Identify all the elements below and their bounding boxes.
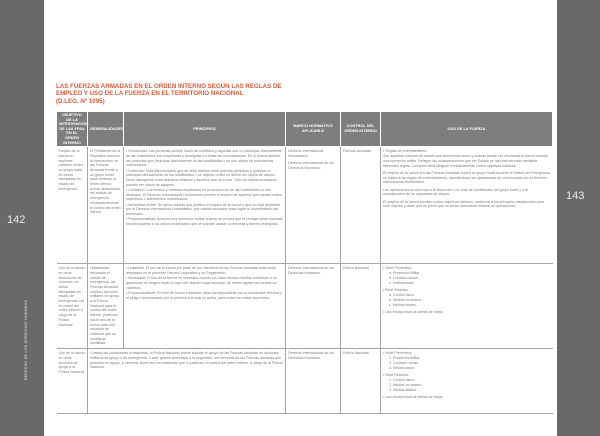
document-sheet (44, 0, 557, 436)
cell-objective: Uso de la fuerza en otras acciones de apoyo a la Policía Nacional (57, 349, 88, 414)
header-objective: OBJETIVO DE LA INTERVENCIÓN DE LAS FFAA EN EL ORDEN INTERNO (57, 112, 88, 147)
cell-control: Fuerzas Armadas (341, 147, 381, 264)
cell-control: Policía Nacional (341, 264, 381, 349)
cell-force (381, 147, 553, 264)
principle-item: • Humanidad: Las personas pueden hacer de conflictos y aquellas que no participan directamente de las hostilidades son respetadas y protegidas en todas las circunstancias. En el mismo sentido, las personas que participan directamente de las hostilidades o no son objeto de sufrimientos innecesarios. (126, 149, 283, 168)
cell-principles (124, 147, 286, 264)
principle-item: • Proporcionalidad: El nivel de fuerza empleado debe corresponderse con la resistencia ofrecida y el peligro representado por la persona a la cual se aplica, para evitar los males superiores. (126, 291, 283, 300)
force-subitem: 3. Verbalización. (389, 365, 416, 370)
framework-item: Derecho Internacional de los Derechos Humanos. (288, 351, 334, 360)
principle-item: • Limitación: Los medios y métodos empleados en la conducción de las hostilidades no son ilimitados. El Derecho Internacional Humanitario prohíbe el empleo de aquellos que causan males superfluos o sufrimientos innecesarios. (126, 188, 283, 202)
title-line: (D.LEG. Nº 1095) (56, 97, 105, 105)
framework-item: Derecho Internacional de los Derechos Humanos. (288, 266, 334, 275)
force-item: • Nivel Reactivo: (383, 373, 551, 378)
cell-general: Habiéndose declarado el estado de emergencia, las Fuerzas Armadas realizan acciones militares en apoyo a la Policía Nacional para el control del orden interno, pudiendo hacer uso de la fuerza ante una situación de violencia que no constituye hostilidad. (88, 264, 124, 349)
table-row (57, 147, 553, 264)
header-principles: PRINCIPIOS (124, 112, 286, 147)
force-item: • Nivel Reactivo: (383, 288, 551, 293)
force-item: • Nivel Preventivo: (383, 351, 551, 356)
force-subitem: a. Presencia Militar. (389, 271, 421, 276)
cell-objective: Empleo de la fuerza en acciones militares contra un grupo hostil en zonas declaradas en estado de emergencia. (57, 147, 88, 264)
force-paragraph: El empleo de la fuerza por las Fuerzas Armadas contra un grupo hostil durante el Estado de Emergencia se sujeta a las reglas de enfrentamiento, ejecutándose las operaciones de conformidad con el Derecho Internacional Humanitario. (383, 171, 550, 185)
force-subitem: b. Contacto visual. (389, 276, 419, 281)
force-subitem: c. Verbalización. (389, 280, 416, 285)
rules-table (56, 111, 553, 414)
force-item: • Uso excepcional de armas de fuego. (383, 395, 551, 400)
force-paragraph: Son aquellas órdenes de mando que determinan cómo y cuándo puede ser empleada la fuerza durante una operación militar. Reflejan las consideraciones que del Estado se han estructurado mediante diferentes reglas. La fuerza debe dirigirse exclusivamente contra objetivos militares. (383, 154, 548, 168)
force-subitem: b. Medios no letales. (389, 298, 422, 303)
cell-objective: Uso de la fuerza en otras situaciones de violencia, en zonas declaradas en estado de emergencia con el control del orden interno a cargo de la Policía Nacional. (57, 264, 88, 349)
table-row (57, 349, 553, 414)
cell-framework (286, 349, 341, 414)
header-force: USO DE LA FUERZA (381, 112, 553, 147)
page-number-left: 142 (7, 214, 26, 226)
principle-item: • Necesidad: El uso de la fuerza es necesario cuando los otros medios resultan ineficaces o no garantizan de ningún modo el logro del objetivo legal buscado. Se deben agotar los medios no violentos. (126, 276, 283, 290)
cell-force (381, 264, 553, 349)
force-item: • Uso excepcional de armas de fuego. (383, 310, 551, 315)
force-subitem: 2. Medios no letales. (389, 383, 422, 388)
framework-item: Derecho Internacional de los Derechos Humanos. (288, 161, 334, 170)
force-subitem: c. Medios letales. (389, 302, 417, 307)
header-control: CONTROL DEL ORDEN INTERNO (341, 112, 381, 147)
cell-force (381, 349, 553, 414)
force-subitem: a. Control físico. (389, 293, 415, 298)
cell-principles (124, 264, 286, 349)
cell-framework (286, 147, 341, 264)
framework-item: Derecho Internacional Humanitario. (288, 149, 324, 158)
force-paragraph: El empleo de la fuerza previsto contra objetivos militares, conforme a los principios establecidos para este objetivo y dado que se prevé que no serán necesarios medios de operaciones. (383, 199, 544, 209)
cell-general: El Presidente de la República autoriza la intervención de las Fuerzas Armadas frente a un grupo hostil para controlar el orden interno, previa declaratoria del estado de emergencia, excepcionalmente el control del orden interno. (88, 147, 124, 264)
header-framework: MARCO NORMATIVO APLICABLE (286, 112, 341, 147)
table-row (57, 264, 553, 349)
cell-general: Cuando las condiciones lo requieran, la Policía Nacional puede solicitar el apoyo de las Fuerzas Armadas en acciones militares de apoyo o de emergencia, o ante graves amenazas a la seguridad, con personal de las Fuerzas Armadas que actuarán en apoyo, y mientras duren las circunstancias que lo justifican, el control del orden interno, a cargo de la Policía Nacional. (88, 349, 286, 414)
side-running-text: DERECHO DE LOS DERECHOS HUMANOS (24, 299, 28, 381)
table-header-row (57, 112, 553, 147)
title-line: LAS FUERZAS ARMADAS EN EL ORDEN INTERNO SEGÚN LAS REGLAS DE (56, 83, 282, 90)
force-subitem: 3. Medios letales. (389, 387, 417, 392)
cell-framework (286, 264, 341, 349)
principle-item: • Proporcionalidad: Autoriza una operación militar cuando se prevea que la ventaja militar buscada resulta superior a los daños incidentales que se puedan causar a personas y bienes protegidos. (126, 217, 283, 226)
force-paragraph: Las operaciones se ejecutan a la disolución o el cese de hostilidades del grupo hostil y a la neutralización de su capacidad de ataque. (383, 187, 528, 197)
force-subitem: 2. Contacto visual. (389, 361, 419, 366)
force-item: • Reglas de enfrentamiento. (383, 149, 551, 154)
principle-item: • Necesidad militar: Se aplica aquello que justifica el empleo de la fuerza y que no está prohibido por el Derecho Internacional Humanitario, que resulta necesario para lograr el sometimiento del adversario. (126, 203, 283, 217)
title-line: EMPLEO Y USO DE LA FUERZA EN EL TERRITORIO NACIONAL (56, 90, 244, 98)
force-subitem: 1. Presencia Militar. (389, 356, 421, 361)
page-title (56, 83, 356, 105)
principle-item: • Legalidad: El uso de la fuerza por parte de los miembros de las Fuerzas Armadas debe estar amparado en el presente Decreto Legislativo y su Reglamento. (126, 266, 283, 275)
cell-control: Policía Nacional (341, 349, 381, 414)
principle-item: • Distinción: Está diferenciación que se debe realizar entre quienes participan y quienes no participan directamente de las hostilidades. Los objetos civiles no deben ser objeto de ataque. Debe distinguirse entre objetivos militares y aquellos que no lo son. Solo los objetivos militares, pueden ser objeto de ataques. (126, 169, 283, 188)
force-item: • Nivel Preventivo: (383, 266, 551, 271)
force-subitem: 1. Control físico. (389, 378, 415, 383)
page-number-right: 143 (566, 190, 585, 202)
header-general: GENERALIDADES (88, 112, 124, 147)
